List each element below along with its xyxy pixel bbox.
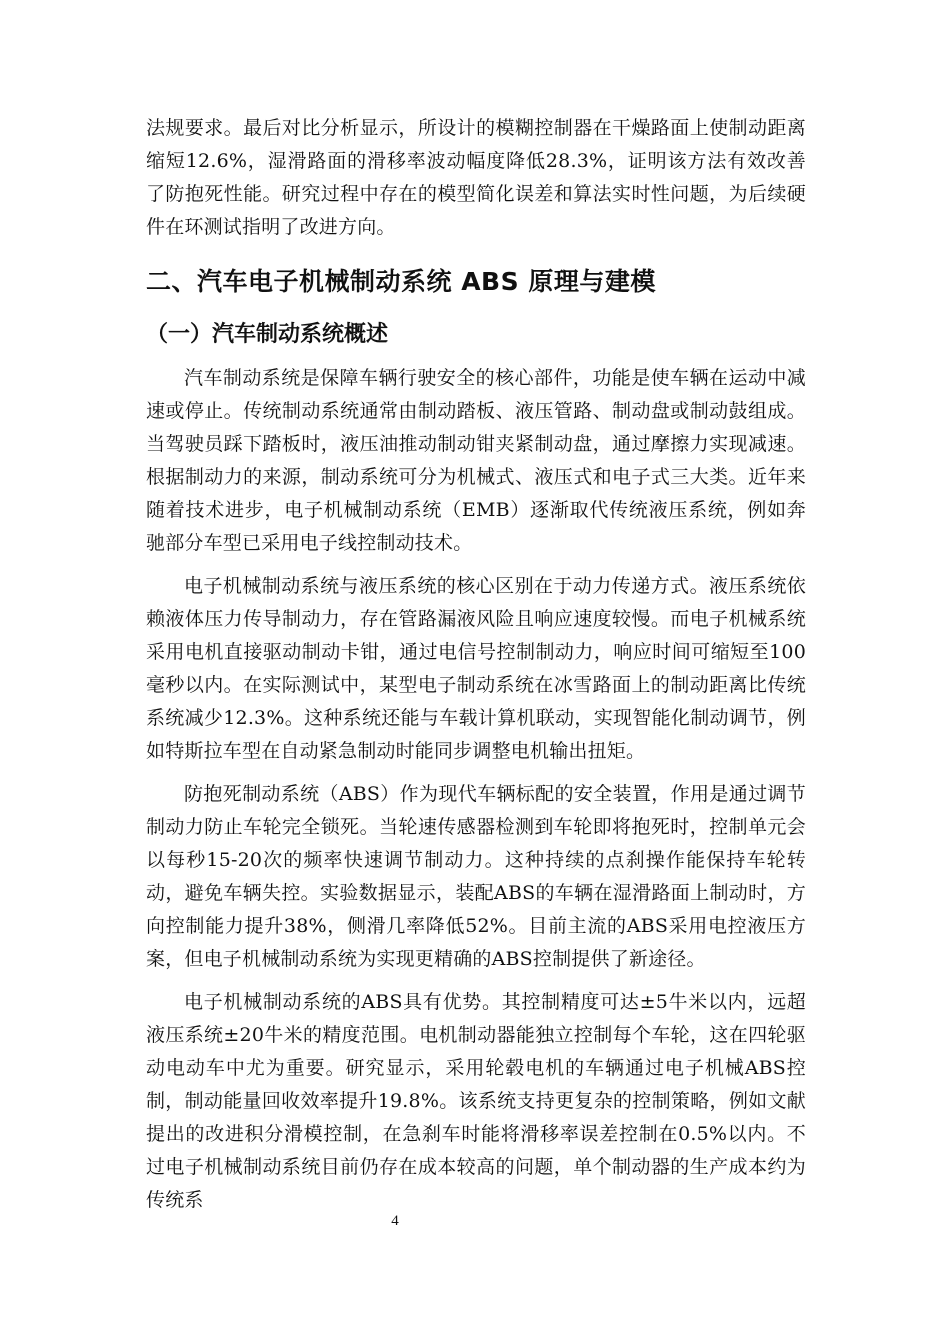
page-number: 4	[391, 1213, 399, 1229]
section-heading: 二、汽车电子机械制动系统 ABS 原理与建模	[146, 267, 656, 296]
body-paragraph-4: 电子机械制动系统的ABS具有优势。其控制精度可达±5牛米以内，远超液压系统±20牛米的精度范围。电机制动器能独立控制每个车轮，这在四轮驱动电动车中尤为重要。研究显示，采用轮毂电机的车辆通过电子机械ABS控制，制动能量回收效率提升19.8%。该系统支持更复杂的控制策略，例如文献提出的改进积分滑模控制，在急刹车时能将滑移率误差控制在0.5%以内。不过电子机械制动系统目前仍存在成本较高的问题，单个制动器的生产成本约为传统系	[146, 991, 806, 1211]
subsection-heading: （一）汽车制动系统概述	[146, 322, 389, 347]
body-paragraph-2: 电子机械制动系统与液压系统的核心区别在于动力传递方式。液压系统依赖液体压力传导制动力，存在管路漏液风险且响应速度较慢。而电子机械系统采用电机直接驱动制动卡钳，通过电信号控制制动力，响应时间可缩短至100毫秒以内。在实际测试中，某型电子制动系统在冰雪路面上的制动距离比传统系统减少12.3%。这种系统还能与车载计算机联动，实现智能化制动调节，例如特斯拉车型在自动紧急制动时能同步调整电机输出扭矩。	[146, 575, 806, 762]
body-paragraph-3: 防抱死制动系统（ABS）作为现代车辆标配的安全装置，作用是通过调节制动力防止车轮完全锁死。当轮速传感器检测到车轮即将抱死时，控制单元会以每秒15-20次的频率快速调节制动力。这种持续的点刹操作能保持车轮转动，避免车辆失控。实验数据显示，装配ABS的车辆在湿滑路面上制动时，方向控制能力提升38%，侧滑几率降低52%。目前主流的ABS采用电控液压方案，但电子机械制动系统为实现更精确的ABS控制提供了新途径。	[146, 783, 806, 970]
intro-paragraph: 法规要求。最后对比分析显示，所设计的模糊控制器在干燥路面上使制动距离缩短12.6%，湿滑路面的滑移率波动幅度降低28.3%，证明该方法有效改善了防抱死性能。研究过程中存在的模型简化误差和算法实时性问题，为后续硬件在环测试指明了改进方向。	[146, 117, 806, 238]
body-paragraph-1: 汽车制动系统是保障车辆行驶安全的核心部件，功能是使车辆在运动中减速或停止。传统制动系统通常由制动踏板、液压管路、制动盘或制动鼓组成。当驾驶员踩下踏板时，液压油推动制动钳夹紧制动盘，通过摩擦力实现减速。根据制动力的来源，制动系统可分为机械式、液压式和电子式三大类。近年来随着技术进步，电子机械制动系统（EMB）逐渐取代传统液压系统，例如奔驰部分车型已采用电子线控制动技术。	[146, 367, 806, 554]
document-page	[146, 112, 806, 1217]
